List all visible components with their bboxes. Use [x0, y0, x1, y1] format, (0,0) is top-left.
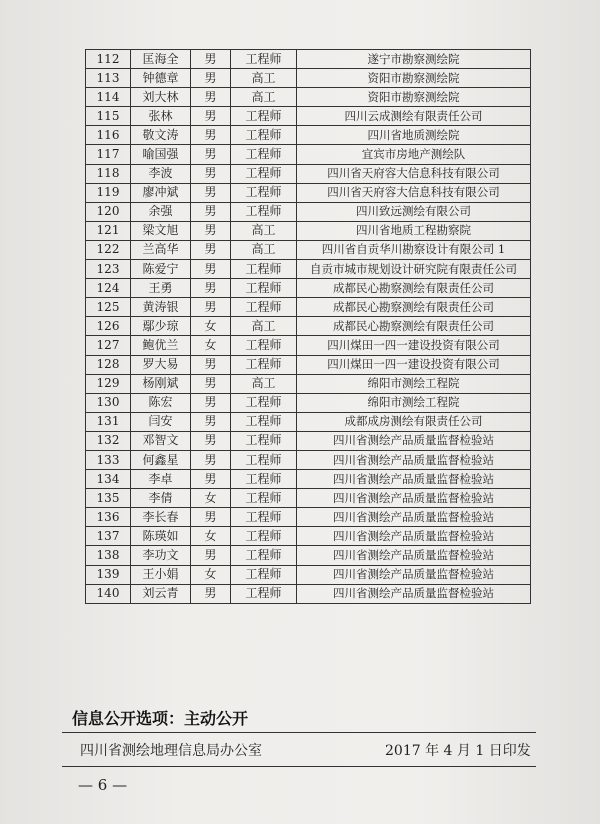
gender-cell: 男	[191, 450, 231, 469]
job-title-cell: 工程师	[231, 355, 297, 374]
gender-cell: 男	[191, 412, 231, 431]
table-row	[86, 431, 531, 450]
organization-cell: 四川省测绘产品质量监督检验站	[297, 565, 531, 584]
job-title-cell: 工程师	[231, 450, 297, 469]
organization-cell: 成都民心勘察测绘有限责任公司	[297, 279, 531, 298]
job-title-cell: 高工	[231, 374, 297, 393]
person-name-cell: 陈瑛如	[131, 527, 191, 546]
job-title-cell: 工程师	[231, 565, 297, 584]
person-name-cell: 杨刚斌	[131, 374, 191, 393]
person-name-cell: 廖冲斌	[131, 183, 191, 202]
table-row	[86, 69, 531, 88]
table-row	[86, 107, 531, 126]
job-title-cell: 高工	[231, 240, 297, 259]
issuing-office: 四川省测绘地理信息局办公室	[80, 743, 262, 759]
job-title-cell: 高工	[231, 317, 297, 336]
serial-number-cell: 116	[86, 126, 131, 145]
table-row	[86, 279, 531, 298]
job-title-cell: 高工	[231, 88, 297, 107]
table-row	[86, 489, 531, 508]
organization-cell: 宜宾市房地产测绘队	[297, 145, 531, 164]
serial-number-cell: 133	[86, 450, 131, 469]
gender-cell: 男	[191, 374, 231, 393]
organization-cell: 四川煤田一四一建设投资有限公司	[297, 336, 531, 355]
gender-cell: 男	[191, 221, 231, 240]
job-title-cell: 工程师	[231, 527, 297, 546]
job-title-cell: 工程师	[231, 202, 297, 221]
person-name-cell: 王勇	[131, 279, 191, 298]
table-row	[86, 565, 531, 584]
gender-cell: 男	[191, 240, 231, 259]
serial-number-cell: 131	[86, 412, 131, 431]
gender-cell: 男	[191, 584, 231, 603]
gender-cell: 男	[191, 298, 231, 317]
serial-number-cell: 137	[86, 527, 131, 546]
job-title-cell: 工程师	[231, 393, 297, 412]
job-title-cell: 工程师	[231, 164, 297, 183]
serial-number-cell: 120	[86, 202, 131, 221]
gender-cell: 男	[191, 260, 231, 279]
person-name-cell: 匡海全	[131, 50, 191, 69]
person-name-cell: 鄢少琼	[131, 317, 191, 336]
serial-number-cell: 114	[86, 88, 131, 107]
gender-cell: 男	[191, 393, 231, 412]
job-title-cell: 工程师	[231, 126, 297, 145]
table-row	[86, 336, 531, 355]
table-row	[86, 145, 531, 164]
job-title-cell: 工程师	[231, 546, 297, 565]
table-row	[86, 221, 531, 240]
table-row	[86, 240, 531, 259]
job-title-cell: 工程师	[231, 431, 297, 450]
serial-number-cell: 121	[86, 221, 131, 240]
person-name-cell: 梁文旭	[131, 221, 191, 240]
person-name-cell: 钟德章	[131, 69, 191, 88]
gender-cell: 男	[191, 164, 231, 183]
person-name-cell: 邓智文	[131, 431, 191, 450]
personnel-table-body	[86, 50, 531, 604]
organization-cell: 四川云成测绘有限责任公司	[297, 107, 531, 126]
gender-cell: 男	[191, 50, 231, 69]
gender-cell: 女	[191, 336, 231, 355]
table-row	[86, 584, 531, 603]
serial-number-cell: 136	[86, 508, 131, 527]
gender-cell: 男	[191, 279, 231, 298]
gender-cell: 男	[191, 88, 231, 107]
job-title-cell: 工程师	[231, 145, 297, 164]
serial-number-cell: 134	[86, 470, 131, 489]
organization-cell: 绵阳市测绘工程院	[297, 393, 531, 412]
table-row	[86, 260, 531, 279]
organization-cell: 遂宁市勘察测绘院	[297, 50, 531, 69]
person-name-cell: 刘云青	[131, 584, 191, 603]
serial-number-cell: 128	[86, 355, 131, 374]
serial-number-cell: 127	[86, 336, 131, 355]
table-row	[86, 298, 531, 317]
serial-number-cell: 139	[86, 565, 131, 584]
person-name-cell: 刘大林	[131, 88, 191, 107]
organization-cell: 四川煤田一四一建设投资有限公司	[297, 355, 531, 374]
serial-number-cell: 119	[86, 183, 131, 202]
person-name-cell: 陈宏	[131, 393, 191, 412]
issue-date: 2017 年 4 月 1 日印发	[385, 743, 531, 759]
person-name-cell: 王小娟	[131, 565, 191, 584]
serial-number-cell: 125	[86, 298, 131, 317]
gender-cell: 男	[191, 126, 231, 145]
gender-cell: 女	[191, 565, 231, 584]
serial-number-cell: 115	[86, 107, 131, 126]
person-name-cell: 黄涛银	[131, 298, 191, 317]
table-row	[86, 412, 531, 431]
person-name-cell: 敬文涛	[131, 126, 191, 145]
organization-cell: 成都民心勘察测绘有限责任公司	[297, 317, 531, 336]
organization-cell: 四川省天府容大信息科技有限公司	[297, 183, 531, 202]
organization-cell: 四川致远测绘有限公司	[297, 202, 531, 221]
table-row	[86, 202, 531, 221]
gender-cell: 男	[191, 431, 231, 450]
gender-cell: 男	[191, 202, 231, 221]
job-title-cell: 工程师	[231, 336, 297, 355]
person-name-cell: 张林	[131, 107, 191, 126]
job-title-cell: 工程师	[231, 508, 297, 527]
table-row	[86, 374, 531, 393]
serial-number-cell: 138	[86, 546, 131, 565]
organization-cell: 成都成房测绘有限责任公司	[297, 412, 531, 431]
table-row	[86, 450, 531, 469]
table-row	[86, 126, 531, 145]
table-row	[86, 470, 531, 489]
serial-number-cell: 124	[86, 279, 131, 298]
gender-cell: 男	[191, 470, 231, 489]
gender-cell: 男	[191, 508, 231, 527]
serial-number-cell: 129	[86, 374, 131, 393]
serial-number-cell: 117	[86, 145, 131, 164]
person-name-cell: 李功文	[131, 546, 191, 565]
gender-cell: 男	[191, 355, 231, 374]
job-title-cell: 工程师	[231, 279, 297, 298]
person-name-cell: 余强	[131, 202, 191, 221]
person-name-cell: 鲍优兰	[131, 336, 191, 355]
job-title-cell: 工程师	[231, 107, 297, 126]
serial-number-cell: 113	[86, 69, 131, 88]
job-title-cell: 工程师	[231, 584, 297, 603]
organization-cell: 资阳市勘察测绘院	[297, 88, 531, 107]
serial-number-cell: 135	[86, 489, 131, 508]
table-row	[86, 50, 531, 69]
organization-cell: 四川省测绘产品质量监督检验站	[297, 527, 531, 546]
table-row	[86, 355, 531, 374]
organization-cell: 四川省测绘产品质量监督检验站	[297, 470, 531, 489]
gender-cell: 女	[191, 527, 231, 546]
serial-number-cell: 126	[86, 317, 131, 336]
organization-cell: 四川省天府容大信息科技有限公司	[297, 164, 531, 183]
job-title-cell: 工程师	[231, 50, 297, 69]
gender-cell: 男	[191, 183, 231, 202]
job-title-cell: 工程师	[231, 470, 297, 489]
job-title-cell: 工程师	[231, 412, 297, 431]
job-title-cell: 工程师	[231, 260, 297, 279]
gender-cell: 男	[191, 107, 231, 126]
table-row	[86, 527, 531, 546]
job-title-cell: 工程师	[231, 183, 297, 202]
person-name-cell: 罗大易	[131, 355, 191, 374]
organization-cell: 四川省测绘产品质量监督检验站	[297, 489, 531, 508]
gender-cell: 女	[191, 317, 231, 336]
gender-cell: 男	[191, 546, 231, 565]
table-row	[86, 508, 531, 527]
serial-number-cell: 123	[86, 260, 131, 279]
organization-cell: 四川省地质测绘院	[297, 126, 531, 145]
table-row	[86, 88, 531, 107]
person-name-cell: 何鑫星	[131, 450, 191, 469]
organization-cell: 四川省测绘产品质量监督检验站	[297, 508, 531, 527]
page-number: — 6 —	[78, 776, 128, 794]
person-name-cell: 李长春	[131, 508, 191, 527]
disclosure-option: 信息公开选项：主动公开	[72, 709, 249, 728]
organization-cell: 四川省测绘产品质量监督检验站	[297, 584, 531, 603]
personnel-table	[85, 49, 531, 604]
organization-cell: 四川省地质工程勘察院	[297, 221, 531, 240]
organization-cell: 四川省测绘产品质量监督检验站	[297, 431, 531, 450]
person-name-cell: 闫安	[131, 412, 191, 431]
serial-number-cell: 132	[86, 431, 131, 450]
serial-number-cell: 130	[86, 393, 131, 412]
gender-cell: 男	[191, 69, 231, 88]
serial-number-cell: 122	[86, 240, 131, 259]
serial-number-cell: 118	[86, 164, 131, 183]
person-name-cell: 陈爱宁	[131, 260, 191, 279]
organization-cell: 自贡市城市规划设计研究院有限责任公司	[297, 260, 531, 279]
organization-cell: 四川省测绘产品质量监督检验站	[297, 546, 531, 565]
job-title-cell: 工程师	[231, 489, 297, 508]
table-row	[86, 183, 531, 202]
person-name-cell: 李卓	[131, 470, 191, 489]
table-row	[86, 164, 531, 183]
organization-cell: 资阳市勘察测绘院	[297, 69, 531, 88]
person-name-cell: 李波	[131, 164, 191, 183]
job-title-cell: 高工	[231, 69, 297, 88]
table-row	[86, 393, 531, 412]
job-title-cell: 高工	[231, 221, 297, 240]
organization-cell: 四川省测绘产品质量监督检验站	[297, 450, 531, 469]
table-row	[86, 317, 531, 336]
serial-number-cell: 140	[86, 584, 131, 603]
divider-line	[62, 732, 536, 733]
organization-cell: 成都民心勘察测绘有限责任公司	[297, 298, 531, 317]
person-name-cell: 喻国强	[131, 145, 191, 164]
person-name-cell: 李倩	[131, 489, 191, 508]
organization-cell: 绵阳市测绘工程院	[297, 374, 531, 393]
organization-cell: 四川省自贡华川勘察设计有限公司 1	[297, 240, 531, 259]
gender-cell: 女	[191, 489, 231, 508]
person-name-cell: 兰高华	[131, 240, 191, 259]
job-title-cell: 工程师	[231, 298, 297, 317]
table-row	[86, 546, 531, 565]
gender-cell: 男	[191, 145, 231, 164]
serial-number-cell: 112	[86, 50, 131, 69]
divider-line	[62, 766, 536, 767]
